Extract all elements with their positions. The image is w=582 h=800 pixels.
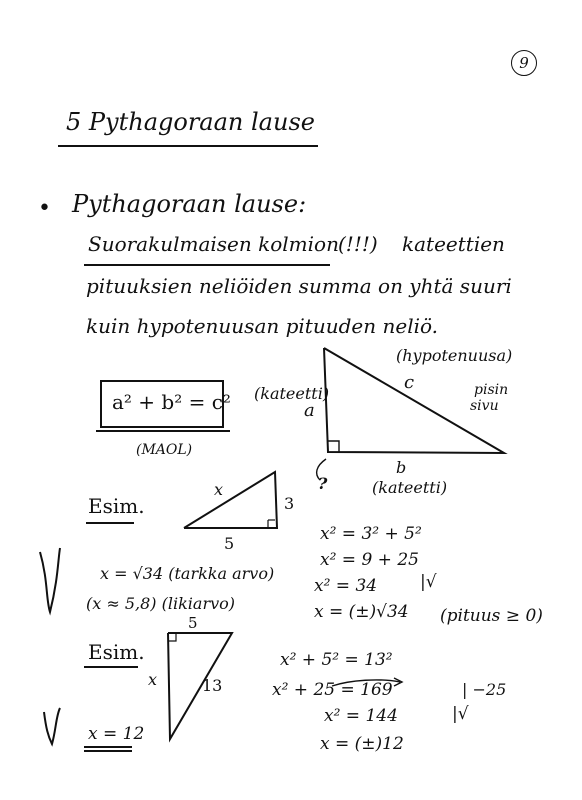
example1-label-underline xyxy=(86,522,134,524)
example1-positivity: (pituus ≥ 0) xyxy=(440,606,543,626)
formula-source: (MAOL) xyxy=(136,442,193,458)
example2-step-3: x² = 144 xyxy=(324,706,398,726)
label-a: a xyxy=(304,400,315,421)
example1-side3: 3 xyxy=(284,494,295,513)
example1-answer-exact: x = √34 (tarkka arvo) xyxy=(100,564,275,583)
example2-step-2: x² + 25 = 169 xyxy=(272,680,393,700)
example1-side5: 5 xyxy=(224,534,235,553)
example2-triangle xyxy=(168,633,232,739)
example1-step-4: x = (±)√34 xyxy=(314,602,409,622)
label-c: c xyxy=(404,372,415,393)
example2-step-1: x² + 5² = 13² xyxy=(280,650,393,670)
example2-answer-underline-1 xyxy=(84,746,132,748)
example1-root-mark: |√ xyxy=(420,572,437,592)
theorem-line1-b: (!!!) xyxy=(338,232,378,256)
bullet: • xyxy=(38,196,51,221)
example1-step-3: x² = 34 xyxy=(314,576,378,596)
longest-side-2: sivu xyxy=(470,398,499,414)
right-angle-note: ? xyxy=(318,474,328,493)
example1-step-1: x² = 3² + 5² xyxy=(320,524,422,544)
leg-b-label: (kateetti) xyxy=(372,478,448,497)
example2-answer: x = 12 xyxy=(88,724,145,744)
example1-label: Esim. xyxy=(88,494,145,518)
hypotenuse-label: (hypotenuusa) xyxy=(396,346,513,365)
example1-step-2: x² = 9 + 25 xyxy=(320,550,419,570)
example2-op2: |√ xyxy=(452,704,469,724)
example1-triangle xyxy=(184,472,277,528)
theorem-line1-a: Suorakulmaisen kolmion xyxy=(88,232,339,256)
example1-x: x xyxy=(214,480,224,499)
theorem-line1-c: kateettien xyxy=(402,232,505,256)
example2-label: Esim. xyxy=(88,640,145,664)
example2-top: 5 xyxy=(188,614,198,632)
example2-answer-underline-2 xyxy=(84,750,132,752)
leg-a-label: (kateetti) xyxy=(254,384,330,403)
example2-x: x xyxy=(148,670,158,689)
example2-step-4: x = (±)12 xyxy=(320,734,404,754)
formula: a² + b² = c² xyxy=(112,390,231,414)
section-title: 5 Pythagoraan lause xyxy=(66,108,315,136)
theorem-heading: Pythagoraan lause: xyxy=(72,190,307,218)
example2-op1: | −25 xyxy=(462,680,507,699)
longest-side-1: pisin xyxy=(474,382,509,398)
theorem-line2: pituuksien neliöiden summa on yhtä suuri xyxy=(86,274,512,298)
example2-label-underline xyxy=(84,666,138,668)
theorem-line3: kuin hypotenuusan pituuden neliö. xyxy=(86,314,439,338)
example2-hyp: 13 xyxy=(202,676,223,695)
label-b: b xyxy=(396,458,407,477)
page-number: 9 xyxy=(511,50,537,76)
example1-answer-approx: (x ≈ 5,8) (likiarvo) xyxy=(86,594,236,613)
